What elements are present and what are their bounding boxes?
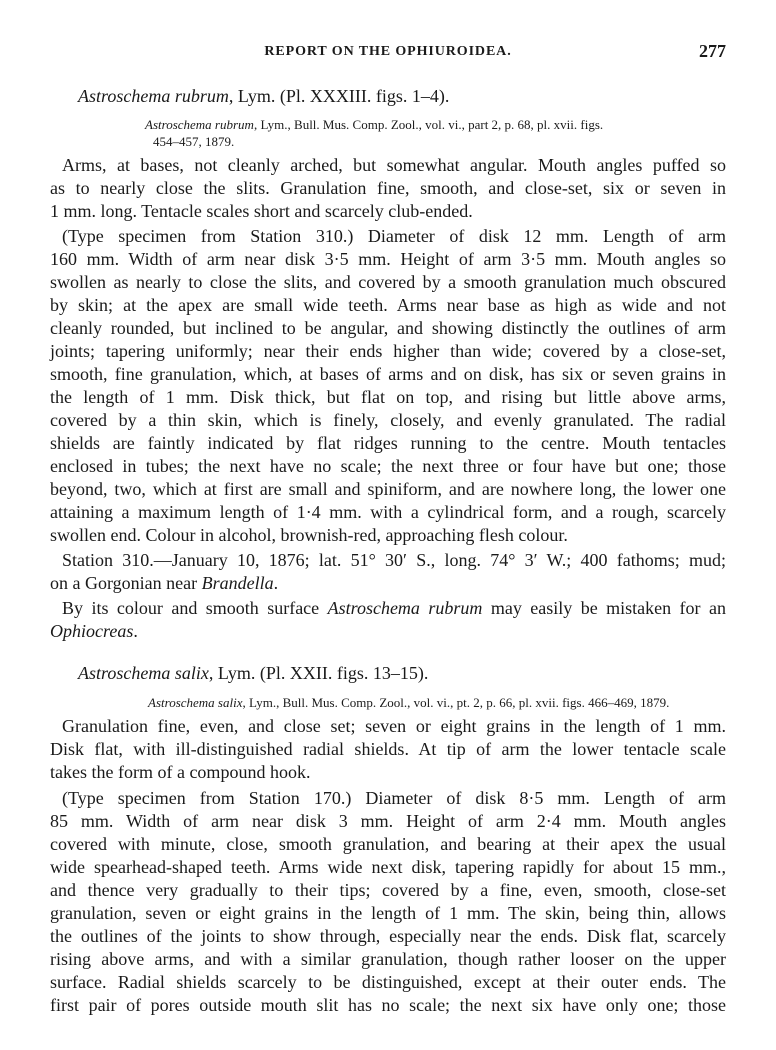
running-header: [50, 41, 726, 68]
page-number: 277: [699, 41, 726, 61]
text-line: beyond, two, which at first are small and spiniform, and are nowhere long, the lower one: [50, 479, 726, 499]
species-author: , Lym. (Pl. XXXIII. figs. 1–4).: [228, 86, 450, 106]
text-line: [50, 597, 726, 620]
text-line: swollen as nearly to close the slits, and covered by a smooth granulation much obscured: [50, 272, 726, 292]
text-line: (Type specimen from Station 170.) Diameter of disk 8·5 mm. Length of arm: [62, 788, 726, 808]
text-line: 85 mm. Width of arm near disk 3 mm. Height of arm 2·4 mm. Mouth angles: [50, 811, 726, 831]
text-line: rising above arms, and with a similar granulation, though rather looser on the upper: [50, 949, 726, 969]
text-line: surface. Radial shields scarcely to be distinguished, except at their outer ends. The: [50, 972, 726, 992]
text-line: joints; tapering uniformly; near their ends higher than wide; covered by a close-set,: [50, 341, 726, 361]
text-line: cleanly rounded, but inclined to be angular, and showing distinctly the outlines of arm: [50, 318, 726, 338]
reference-salix: [148, 694, 669, 711]
text-line: Disk flat, with ill-distinguished radial shields. At tip of arm the lower tentacle scale: [50, 739, 726, 759]
text-line: covered by a thin skin, which is finely, closely, and evenly granulated. The radial: [50, 410, 726, 430]
text-line: shields are faintly indicated by flat ridges running to the centre. Mouth tentacles: [50, 433, 726, 453]
text-line: [50, 620, 726, 643]
genus-name: Ophiocreas: [50, 621, 134, 641]
text-line: Station 310.—January 10, 1876; lat. 51° 30′ S., long. 74° 3′ W.; 400 fathoms; mud;: [62, 550, 726, 570]
reference-text: , Lym., Bull. Mus. Comp. Zool., vol. vi., pt. 2, p. 66, pl. xvii. figs. 466–469, 1879.: [242, 695, 670, 710]
text-line: enclosed in tubes; the next have no scale; the next three or four have but one; those: [50, 456, 726, 476]
text-line: attaining a maximum length of 1·4 mm. with a cylindrical form, and a rough, scarcely: [50, 502, 726, 522]
species-name: Astroschema salix: [78, 663, 209, 683]
text-segment: .: [273, 573, 279, 593]
text-line: granulation, seven or eight grains in the length of 1 mm. The skin, being thin, allows: [50, 903, 726, 923]
reference-species: Astroschema salix: [148, 695, 243, 710]
text-line: 160 mm. Width of arm near disk 3·5 mm. Height of arm 3·5 mm. Mouth angles so: [50, 249, 726, 269]
running-title: REPORT ON THE OPHIUROIDEA.: [264, 44, 512, 59]
text-line: as to nearly close the slits. Granulation fine, smooth, and close-set, six or seven in: [50, 178, 726, 198]
reference-species: Astroschema rubrum: [145, 117, 254, 132]
text-line: swollen end. Colour in alcohol, brownish-red, approaching flesh colour.: [50, 525, 568, 545]
text-line: Arms, at bases, not cleanly arched, but somewhat angular. Mouth angles puffed so: [62, 155, 726, 175]
text-line: (Type specimen from Station 310.) Diameter of disk 12 mm. Length of arm: [62, 226, 726, 246]
reference-text: , Lym., Bull. Mus. Comp. Zool., vol. vi., part 2, p. 68, pl. xvii. figs.: [253, 117, 604, 132]
text-segment: .: [133, 621, 138, 641]
genus-name: Brandella: [201, 573, 274, 593]
text-line: wide spearhead-shaped teeth. Arms wide next disk, tapering rapidly for about 15 mm.,: [50, 857, 726, 877]
text-line: the length of 1 mm. Disk thick, but flat on top, and rising but little above arms,: [50, 387, 726, 407]
text-line: [50, 572, 726, 595]
text-line: Granulation fine, even, and close set; seven or eight grains in the length of 1 mm.: [62, 716, 726, 736]
text-line: first pair of pores outside mouth slit has no scale; the next six have only one; those: [50, 995, 726, 1015]
text-segment: By its colour and smooth surface: [62, 598, 328, 618]
text-line: smooth, fine granulation, which, at bases of arms and on disk, has six or seven grains in: [50, 364, 726, 384]
text-line: takes the form of a compound hook.: [50, 762, 311, 782]
reference-rubrum-line-2: 454–457, 1879.: [153, 134, 235, 149]
text-line: by skin; at the apex are small wide teeth. Arms near base as high as wide and not: [50, 295, 726, 315]
species-author: , Lym. (Pl. XXII. figs. 13–15).: [208, 663, 429, 683]
species-name-inline: Astroschema rubrum: [327, 598, 483, 618]
text-segment: may easily be mistaken for an: [482, 598, 726, 618]
reference-rubrum-line-1: [145, 116, 603, 133]
text-line: covered with minute, close, smooth granulation, and bearing at their apex the usual: [50, 834, 726, 854]
species-name: Astroschema rubrum: [78, 86, 229, 106]
species-heading-salix: [78, 663, 428, 684]
text-line: and thence very gradually to their tips; covered by a fine, even, smooth, close-set: [50, 880, 726, 900]
text-line: 1 mm. long. Tentacle scales short and scarcely club-ended.: [50, 201, 473, 221]
text-line: the outlines of the joints to show through, especially near the ends. Disk flat, scarcely: [50, 926, 726, 946]
species-heading-rubrum: [78, 86, 449, 107]
text-segment: on a Gorgonian near: [50, 573, 202, 593]
